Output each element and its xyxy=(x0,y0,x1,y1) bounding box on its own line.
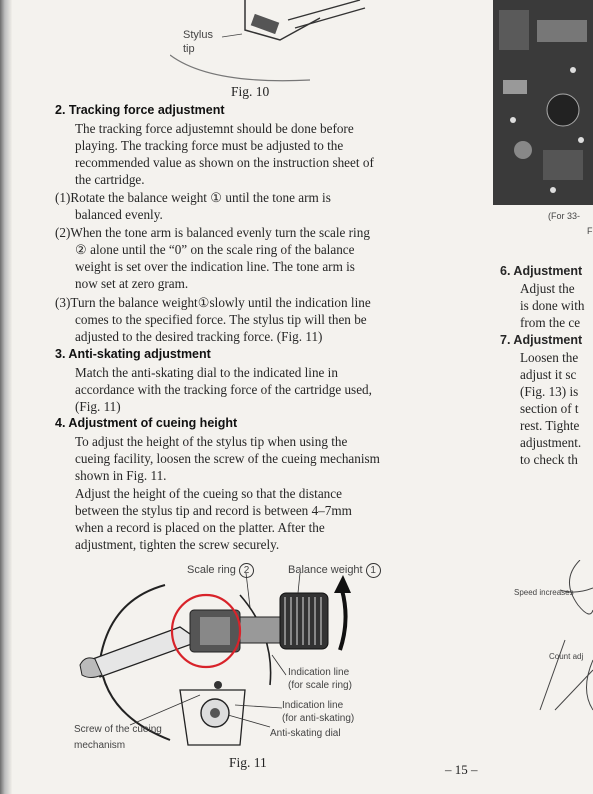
section-4-line-1: To adjust the height of the stylus tip when using the xyxy=(75,434,348,449)
section-7-line-3: (Fig. 13) is xyxy=(520,384,579,399)
section-7-line-4: section of t xyxy=(520,401,579,416)
section-4-line-5: between the stylus tip and record is between 4–7mm xyxy=(75,503,352,518)
fig10-caption: Fig. 10 xyxy=(231,84,270,99)
fig10-stylus-label: Stylus xyxy=(183,29,213,41)
cueing-screw-label-1: Screw of the cueing xyxy=(74,724,162,735)
balance-weight-number: 1 xyxy=(366,563,381,578)
section-2-heading: 2. Tracking force adjustment xyxy=(55,103,225,117)
fig11-caption: Fig. 11 xyxy=(229,755,267,770)
section-6-heading: 6. Adjustment xyxy=(500,264,583,278)
step-1-line-2: balanced evenly. xyxy=(75,207,163,222)
section-3-line-2: accordance with the tracking force of the cartridge used, xyxy=(75,382,372,397)
section-7-line-7: to check th xyxy=(520,452,578,467)
fig10-tip-label: tip xyxy=(183,43,195,55)
section-4-line-4: Adjust the height of the cueing so that the distance xyxy=(75,486,342,501)
scale-ring-number: 2 xyxy=(239,563,254,578)
indication-anti-label-1: Indication line xyxy=(282,700,344,711)
section-7-line-1: Loosen the xyxy=(520,350,579,365)
step-3-line-2: comes to the specified force. The stylus tip will then be xyxy=(75,312,367,327)
section-4-line-7: adjustment, tighten the screw securely. xyxy=(75,537,280,552)
photo-caption-tail: F xyxy=(587,226,593,236)
section-7-heading: 7. Adjustment xyxy=(500,333,583,347)
section-4-line-3: shown in Fig. 11. xyxy=(75,468,167,483)
count-adj-label: Count adj xyxy=(549,652,584,661)
section-7-line-6: adjustment. xyxy=(520,435,582,450)
section-2-line-2: playing. The tracking force must be adjusted to the xyxy=(75,138,344,153)
fig10-drawing xyxy=(170,0,370,85)
cueing-screw-label-2: mechanism xyxy=(74,740,126,751)
section-4-line-2: cueing facility, loosen the screw of the cueing mechanism xyxy=(75,451,380,466)
step-2-line-3: weight is set over the indication line. The tone arm is xyxy=(75,259,355,274)
fig12-drawing xyxy=(520,560,593,720)
section-4-line-6: when a record is placed on the platter. After the xyxy=(75,520,325,535)
section-6-line-1: Adjust the xyxy=(520,281,575,296)
photo-caption: (For 33- xyxy=(548,211,581,221)
anti-skating-dial-label: Anti-skating dial xyxy=(270,728,341,739)
step-1-line-1: (1)Rotate the balance weight ① until the tone arm is xyxy=(55,190,331,205)
step-2-line-4: now set at zero gram. xyxy=(75,276,189,291)
section-4-heading: 4. Adjustment of cueing height xyxy=(55,416,238,430)
step-2-line-2: ② alone until the “0” on the scale ring of the balance xyxy=(75,242,355,257)
circuit-board-detail xyxy=(493,0,593,205)
scale-ring-label: Scale ring 2 xyxy=(187,563,254,578)
section-3-line-3: (Fig. 11) xyxy=(75,399,121,414)
page-number: – 15 – xyxy=(445,762,478,777)
section-2-line-1: The tracking force adjustemnt should be done before xyxy=(75,121,354,136)
section-6-line-3: from the ce xyxy=(520,315,581,330)
indication-scale-label-1: Indication line xyxy=(288,667,350,678)
section-2-line-3: recommended value as shown on the instruction sheet of xyxy=(75,155,374,170)
section-3-line-1: Match the anti-skating dial to the indicated line in xyxy=(75,365,338,380)
step-2-line-1: (2)When the tone arm is balanced evenly turn the scale ring xyxy=(55,225,370,240)
section-7-line-5: rest. Tighte xyxy=(520,418,580,433)
section-7-line-2: adjust it sc xyxy=(520,367,577,382)
section-2-line-4: the cartridge. xyxy=(75,172,145,187)
step-3-line-3: adjusted to the desired tracking force. (Fig. 11) xyxy=(75,329,323,344)
step-3-line-1: (3)Turn the balance weight①slowly until the indication line xyxy=(55,295,371,310)
indication-anti-label-2: (for anti-skating) xyxy=(282,713,355,724)
page-left-edge xyxy=(0,0,12,794)
section-3-heading: 3. Anti-skating adjustment xyxy=(55,347,211,361)
balance-weight-label: Balance weight 1 xyxy=(288,563,381,578)
section-6-line-2: is done with xyxy=(520,298,585,313)
circuit-board-photo xyxy=(493,0,593,205)
speed-increases-label: Speed increases xyxy=(514,588,574,597)
indication-scale-label-2: (for scale ring) xyxy=(288,680,352,691)
